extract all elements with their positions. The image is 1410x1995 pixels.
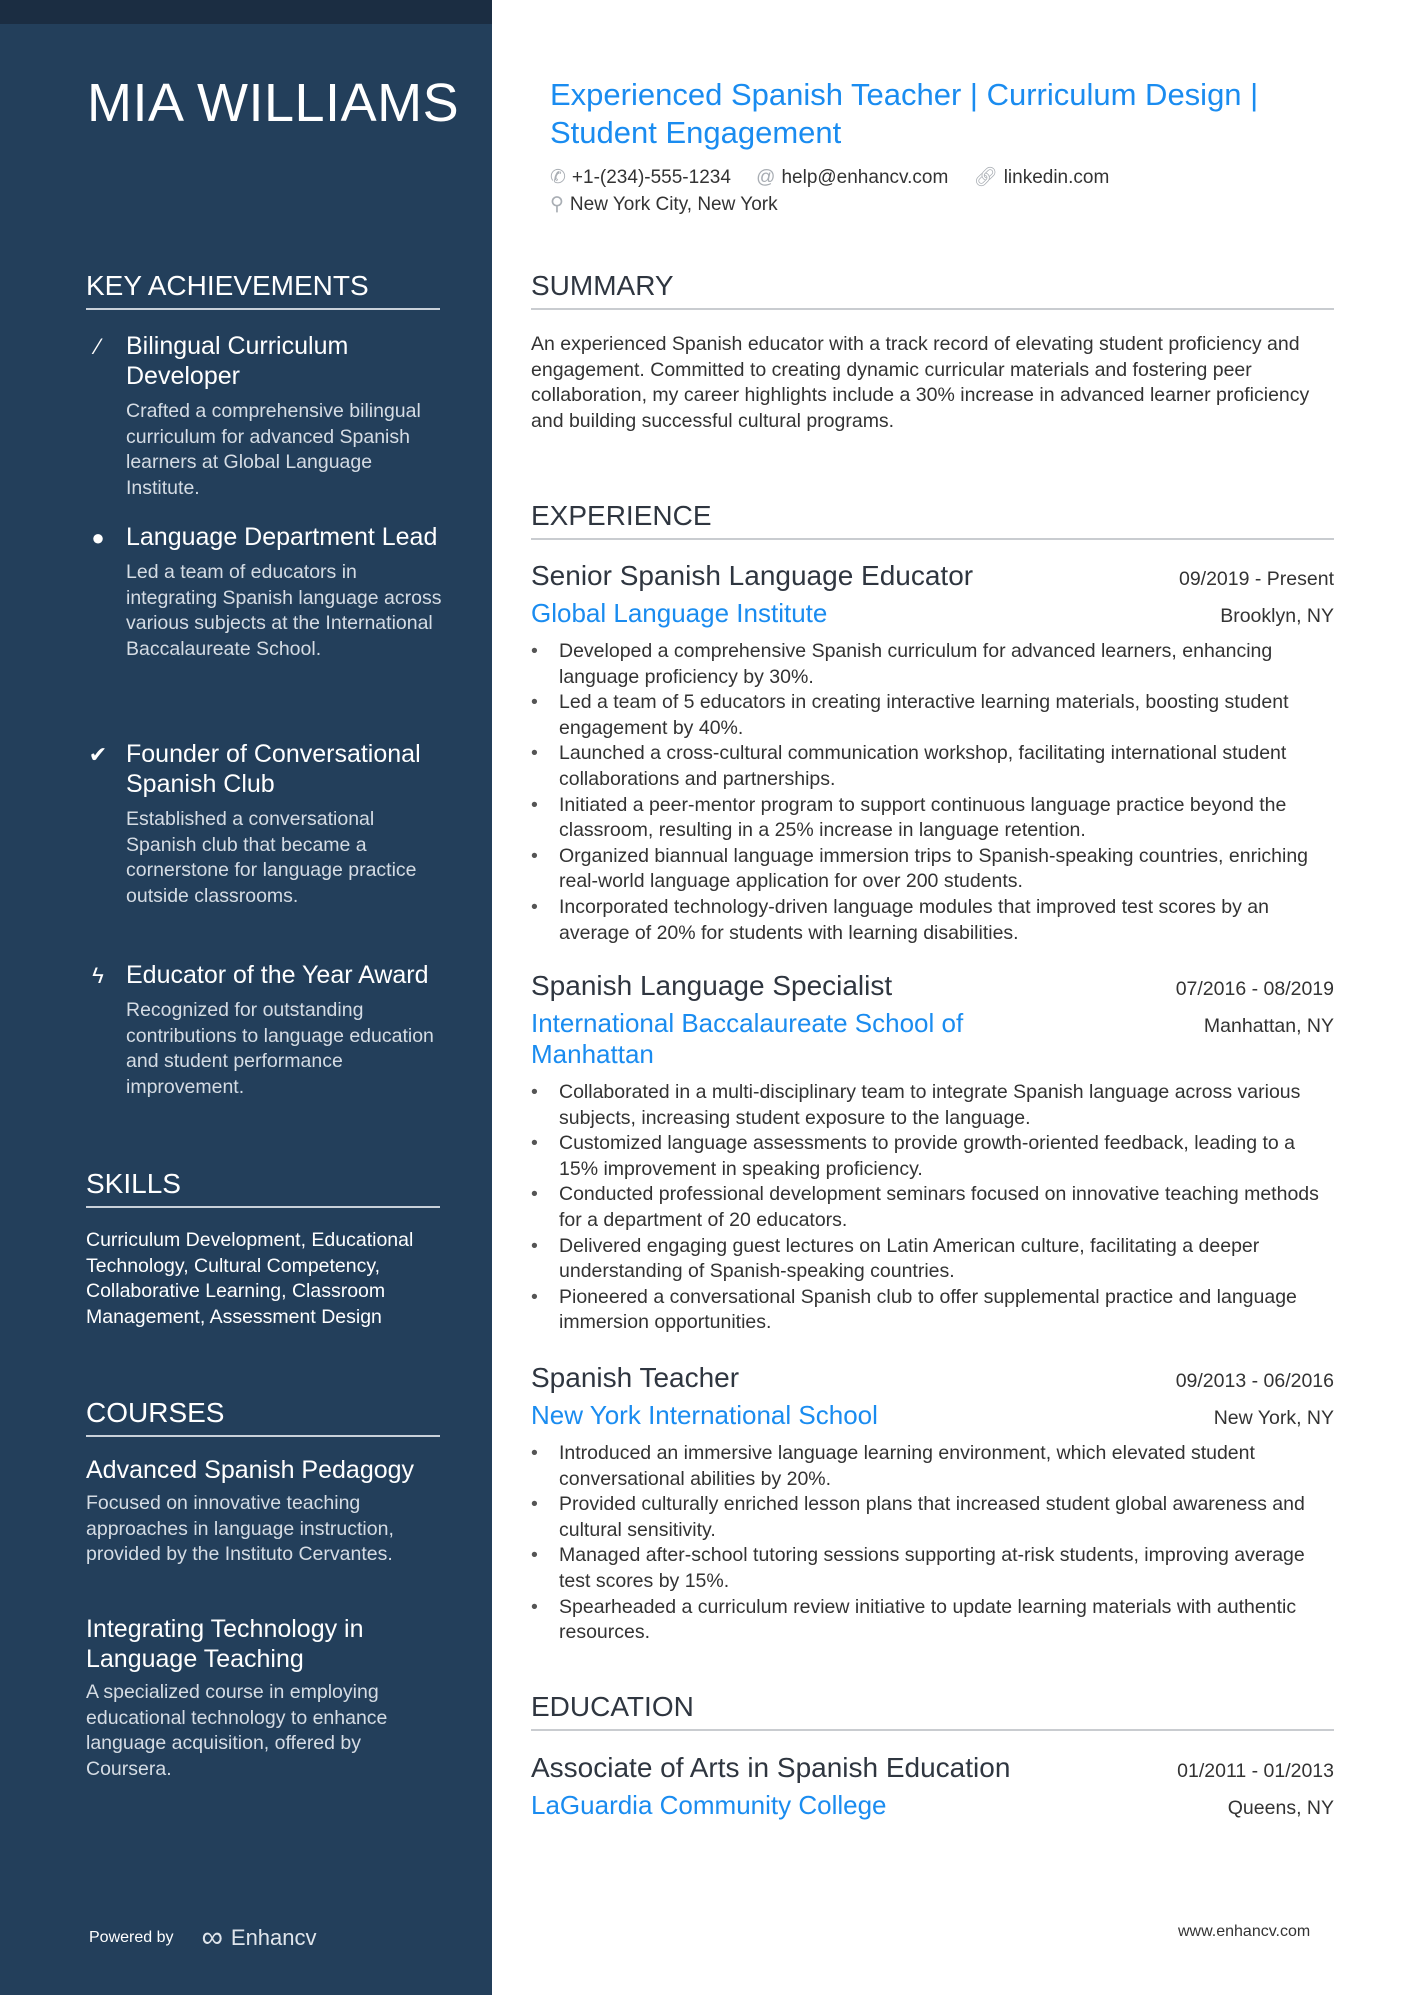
achievement-item <box>86 522 446 662</box>
school: LaGuardia Community College <box>531 1790 887 1820</box>
location: New York City, New York <box>569 194 778 215</box>
job-location: New York, NY <box>1213 1407 1334 1429</box>
course-item <box>86 1614 446 1782</box>
bullet: • Launched a cross-cultural communication workshop, facilitating international student collaborations and partnerships. <box>531 741 1334 792</box>
company: New York International School <box>531 1400 878 1430</box>
lightning-icon: ϟ <box>92 963 104 988</box>
powered-by <box>89 1921 317 1955</box>
achievement-title: Language Department Lead <box>126 523 438 551</box>
company: International Baccalaureate School of Manhattan <box>531 1008 964 1069</box>
achievement-title: Bilingual Curriculum Developer <box>126 332 349 390</box>
contact-info <box>550 164 1129 218</box>
linkedin-link[interactable]: linkedin.com <box>1003 167 1110 188</box>
phone-icon: ✆ <box>550 167 566 188</box>
email[interactable]: help@enhancv.com <box>781 167 949 188</box>
bullet: • Collaborated in a multi-disciplinary team to integrate Spanish language across various subjects, increasing student exposure to the language. <box>531 1080 1334 1131</box>
link-icon: 🔗︎ <box>973 167 998 188</box>
job-title: Spanish Teacher <box>531 1362 740 1393</box>
website-link[interactable]: www.enhancv.com <box>1178 1923 1311 1940</box>
headline: Experienced Spanish Teacher | Curriculum Design | Student Engagement <box>550 77 1259 150</box>
bullet: • Managed after-school tutoring sessions supporting at-risk students, improving average test scores by 15%. <box>531 1543 1334 1594</box>
brand-name: Enhancv <box>230 1925 317 1950</box>
achievement-desc: Recognized for outstanding contributions to language education and student performance improvement. <box>126 999 434 1098</box>
brain-head-icon: ● <box>91 525 105 550</box>
achievement-item <box>86 739 446 909</box>
achievement-desc: Established a conversational Spanish club that became a cornerstone for language practice outside classrooms. <box>126 808 417 907</box>
checkmark-icon: ✔ <box>88 742 108 767</box>
achievement-title: Educator of the Year Award <box>126 961 429 989</box>
job-dates: 09/2013 - 06/2016 <box>1175 1370 1334 1392</box>
bullet: • Customized language assessments to provide growth-oriented feedback, leading to a 15% improvement in speaking proficiency. <box>531 1131 1334 1182</box>
job-title: Senior Spanish Language Educator <box>531 560 974 591</box>
enhancv-logo[interactable] <box>202 1921 317 1955</box>
top-strip <box>0 0 492 24</box>
infinity-logo-icon: ∞ <box>201 1921 223 1954</box>
achievement-title: Founder of Conversational Spanish Club <box>126 740 421 798</box>
bullet: • Incorporated technology-driven language modules that improved test scores by an average of 20% for students with learning disabilities. <box>531 895 1334 946</box>
bullet: • Provided culturally enriched lesson plans that increased student global awareness and cultural sensitivity. <box>531 1492 1334 1543</box>
course-item <box>86 1455 446 1568</box>
bullet: • Developed a comprehensive Spanish curriculum for advanced learners, enhancing language proficiency by 30%. <box>531 639 1334 690</box>
powered-by-label: Powered by <box>89 1929 174 1946</box>
achievement-item <box>86 960 446 1100</box>
location-pin-icon: ⚲ <box>550 194 564 215</box>
company: Global Language Institute <box>531 598 828 628</box>
job-bullets <box>531 1441 1334 1646</box>
courses-heading: COURSES <box>86 1397 440 1437</box>
bullet: • Led a team of 5 educators in creating interactive learning materials, boosting student engagement by 40%. <box>531 690 1334 741</box>
bullet: • Conducted professional development seminars focused on innovative teaching methods for a department of 20 educators. <box>531 1182 1334 1233</box>
job-bullets <box>531 639 1334 946</box>
candidate-name: MIA WILLIAMS <box>87 73 460 133</box>
course-title: Integrating Technology in Language Teaching <box>86 1615 364 1673</box>
magic-wand-icon: ⁄ <box>96 334 100 359</box>
course-desc: A specialized course in employing educational technology to enhance language acquisition, offered by Coursera. <box>86 1681 388 1780</box>
job-dates: 07/2016 - 08/2019 <box>1175 978 1334 1000</box>
bullet: • Introduced an immersive language learning environment, which elevated student conversational abilities by 20%. <box>531 1441 1334 1492</box>
job-location: Manhattan, NY <box>1203 1015 1334 1037</box>
job-location: Brooklyn, NY <box>1220 605 1334 627</box>
phone: +1-(234)-555-1234 <box>571 167 731 188</box>
bullet: • Organized biannual language immersion trips to Spanish-speaking countries, enriching real-world language application for over 200 students. <box>531 844 1334 895</box>
degree: Associate of Arts in Spanish Education <box>531 1752 1011 1783</box>
job-bullets <box>531 1080 1334 1336</box>
job-title: Spanish Language Specialist <box>531 970 893 1001</box>
job-entry <box>531 560 1334 946</box>
bullet: • Initiated a peer-mentor program to support continuous language practice beyond the classroom, resulting in a 25% increase in language retention. <box>531 793 1334 844</box>
job-entry <box>531 1362 1334 1646</box>
education-location: Queens, NY <box>1227 1797 1334 1819</box>
summary-heading: SUMMARY <box>531 270 1334 310</box>
skills-heading: SKILLS <box>86 1168 440 1208</box>
course-desc: Focused on innovative teaching approaches in language instruction, provided by the Instituto Cervantes. <box>86 1492 394 1566</box>
education-heading: EDUCATION <box>531 1691 1334 1731</box>
summary-text: An experienced Spanish educator with a track record of elevating student proficiency and engagement. Committed to creating dynamic curricular materials and fostering peer collaboration, my career highlights include a 30% increase in advanced learner proficiency and building successful cultural programs. <box>531 333 1310 432</box>
bullet: • Spearheaded a curriculum review initiative to update learning materials with authentic resources. <box>531 1595 1334 1646</box>
achievements-heading: KEY ACHIEVEMENTS <box>86 270 440 310</box>
achievement-desc: Led a team of educators in integrating Spanish language across various subjects at the International Baccalaureate School. <box>126 561 442 660</box>
bullet: • Delivered engaging guest lectures on Latin American culture, facilitating a deeper understanding of Spanish-speaking countries. <box>531 1234 1334 1285</box>
at-icon: @ <box>756 167 776 188</box>
skills-list: Curriculum Development, Educational Technology, Cultural Competency, Collaborative Learning, Classroom Management, Assessment Design <box>86 1229 414 1328</box>
job-dates: 09/2019 - Present <box>1178 568 1334 590</box>
education-dates: 01/2011 - 01/2013 <box>1177 1760 1334 1782</box>
achievement-item <box>86 331 446 501</box>
bullet: • Pioneered a conversational Spanish club to offer supplemental practice and language immersion opportunities. <box>531 1285 1334 1336</box>
education-entry <box>531 1752 1334 1821</box>
experience-heading: EXPERIENCE <box>531 500 1334 540</box>
achievement-desc: Crafted a comprehensive bilingual curriculum for advanced Spanish learners at Global Language Institute. <box>126 400 421 499</box>
job-entry <box>531 970 1334 1336</box>
course-title: Advanced Spanish Pedagogy <box>86 1456 415 1484</box>
